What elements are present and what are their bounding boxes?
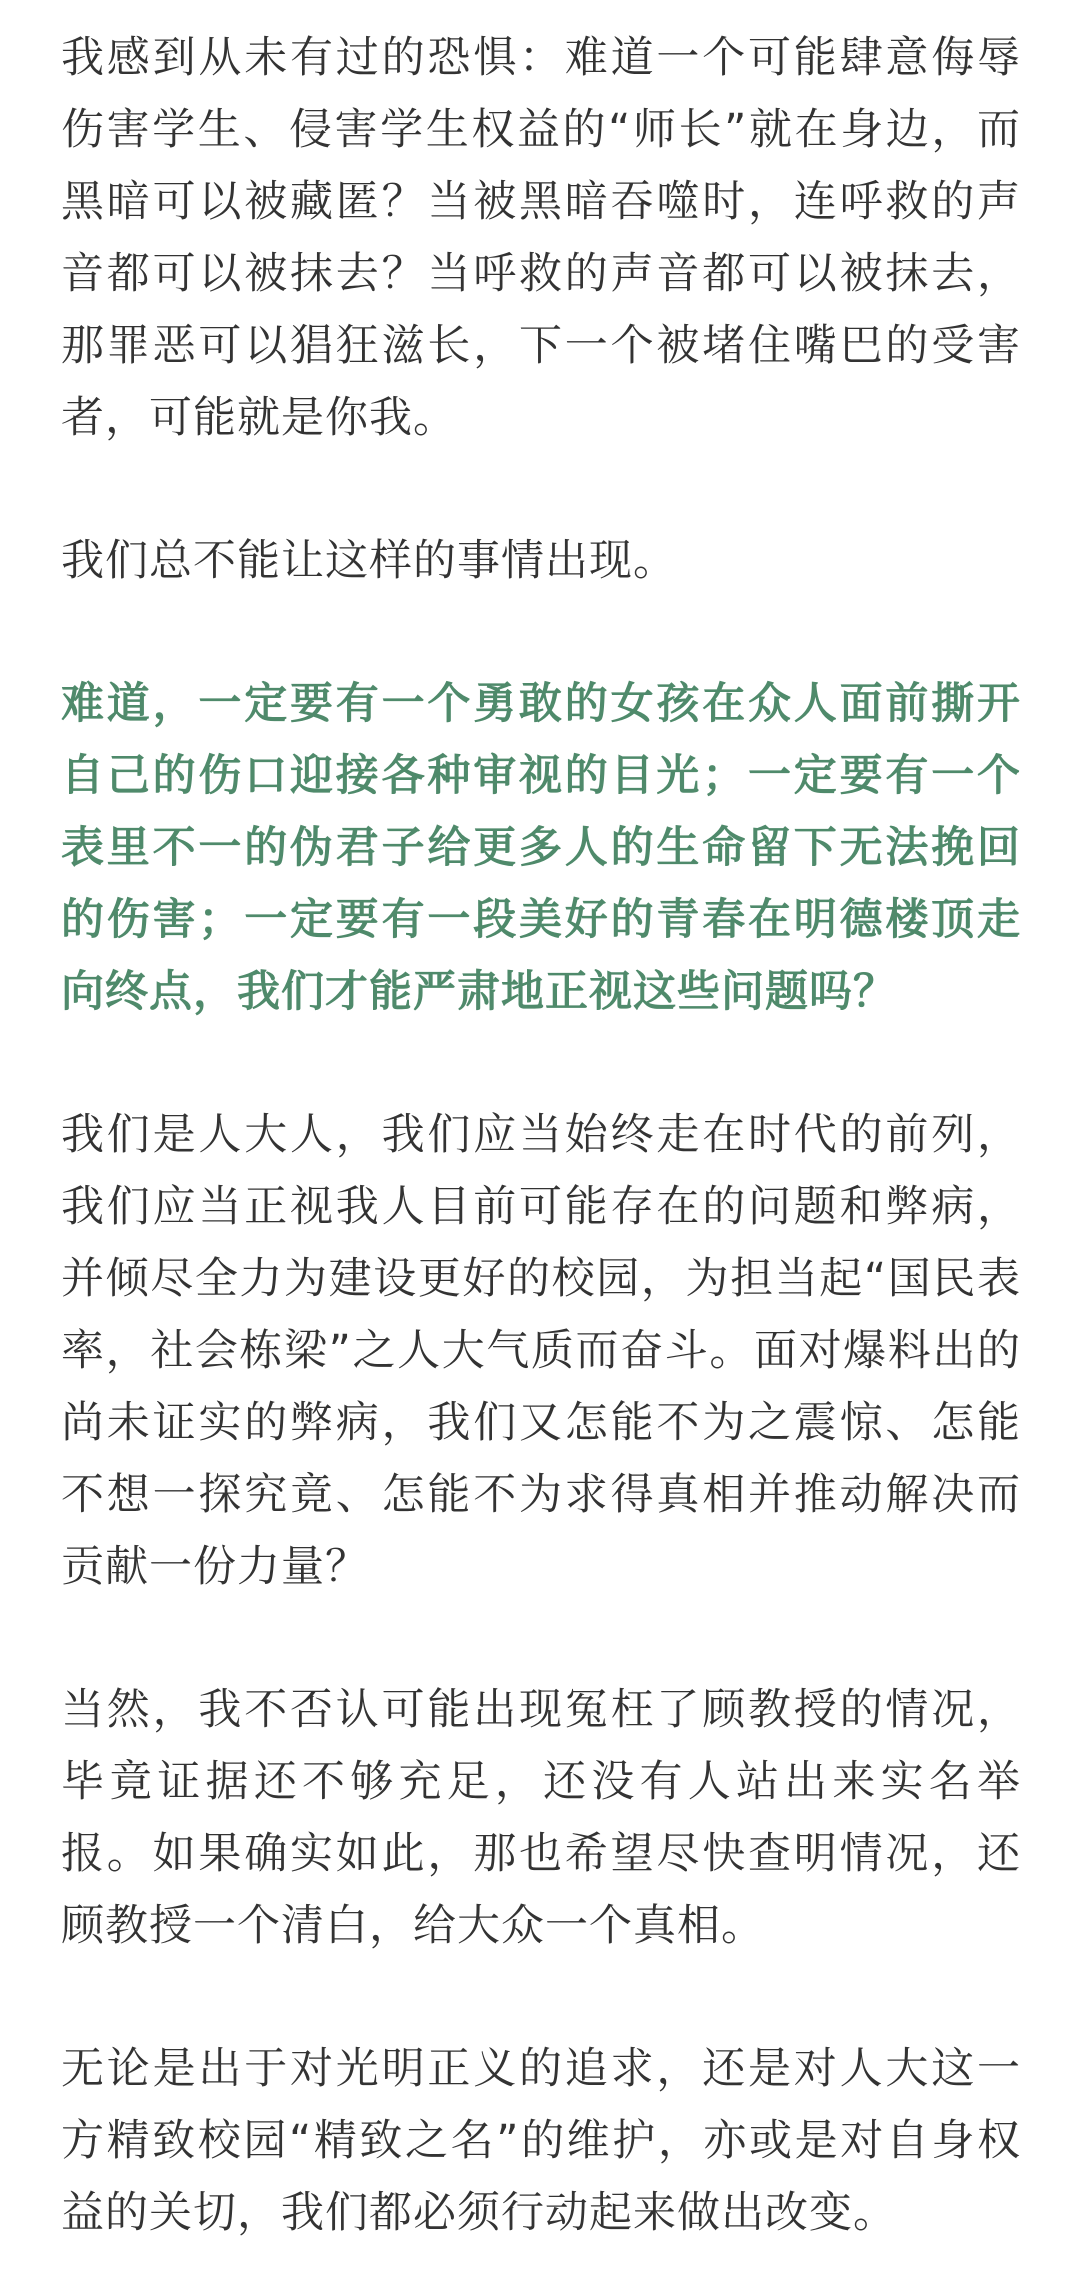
paragraph-must-act: 无论是出于对光明正义的追求，还是对人大这一方精致校园“精致之名”的维护，亦或是对自身权益的关切，我们都必须行动起来做出改变。: [61, 2044, 1021, 2238]
article-body: [61, 22, 1021, 2249]
paragraph-renda-people: 我们是人大人，我们应当始终走在时代的前列，我们应当正视我人目前可能存在的问题和弊病，并倾尽全力为建设更好的校园，为担当起“国民表率，社会栋梁”之人大气质而奋斗。面对爆料出的尚未证实的弊病，我们又怎能不为之震惊、怎能不想一探究竟、怎能不为求得真相并推动解决而贡献一份力量？: [61, 1110, 1021, 1592]
paragraph-not-deny: 当然，我不否认可能出现冤枉了顾教授的情况，毕竟证据还不够充足，还没有人站出来实名举报。如果确实如此，那也希望尽快查明情况，还顾教授一个清白，给大众一个真相。: [61, 1685, 1021, 1951]
paragraph-fear: 我感到从未有过的恐惧：难道一个可能肆意侮辱伤害学生、侵害学生权益的“师长”就在身边，而黑暗可以被藏匿？当被黑暗吞噬时，连呼救的声音都可以被抹去？当呼救的声音都可以被抹去，那罪恶可以猖狂滋长，下一个被堵住嘴巴的受害者，可能就是你我。: [61, 33, 1021, 443]
paragraph-cannot-allow: 我们总不能让这样的事情出现。: [61, 536, 677, 586]
paragraph-highlight-question: 难道，一定要有一个勇敢的女孩在众人面前撕开自己的伤口迎接各种审视的目光；一定要有一个表里不一的伪君子给更多人的生命留下无法挽回的伤害；一定要有一段美好的青春在明德楼顶走向终点，我们才能严肃地正视这些问题吗？: [61, 679, 1021, 1017]
